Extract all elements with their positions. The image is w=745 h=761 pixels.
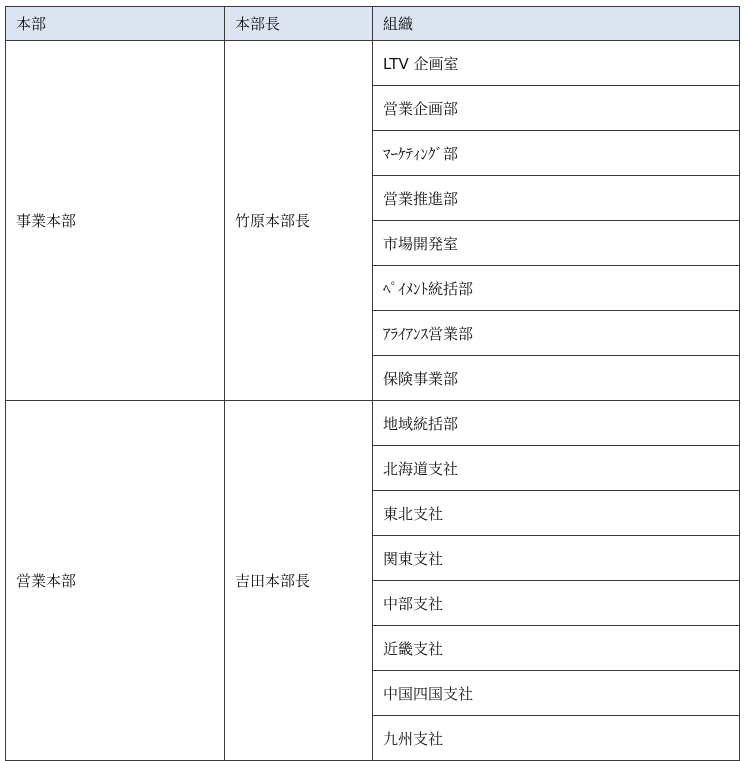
organization-table <box>5 6 740 761</box>
department-cell: 中部支社 <box>373 581 740 626</box>
department-cell: 地域統括部 <box>373 401 740 446</box>
department-cell: ﾏｰｹﾃｨﾝｸﾞ部 <box>373 131 740 176</box>
department-cell: 東北支社 <box>373 491 740 536</box>
department-cell: 九州支社 <box>373 716 740 761</box>
department-cell: 関東支社 <box>373 536 740 581</box>
department-cell: LTV 企画室 <box>373 41 740 86</box>
department-cell: ｱﾗｲｱﾝｽ営業部 <box>373 311 740 356</box>
division-head-cell: 竹原本部長 <box>225 41 373 401</box>
department-cell: 市場開発室 <box>373 221 740 266</box>
department-cell: 北海道支社 <box>373 446 740 491</box>
header-division: 本部 <box>6 7 225 41</box>
department-cell: 中国四国支社 <box>373 671 740 716</box>
department-cell: 営業推進部 <box>373 176 740 221</box>
division-cell: 営業本部 <box>6 401 225 761</box>
division-cell: 事業本部 <box>6 41 225 401</box>
department-cell: 近畿支社 <box>373 626 740 671</box>
header-organization: 組織 <box>373 7 740 41</box>
department-cell: 保険事業部 <box>373 356 740 401</box>
table-row <box>6 401 740 446</box>
department-cell: 営業企画部 <box>373 86 740 131</box>
header-division-head: 本部長 <box>225 7 373 41</box>
table-row <box>6 41 740 86</box>
division-head-cell: 吉田本部長 <box>225 401 373 761</box>
department-cell: ﾍﾟｲﾒﾝﾄ統括部 <box>373 266 740 311</box>
header-row <box>6 7 740 41</box>
